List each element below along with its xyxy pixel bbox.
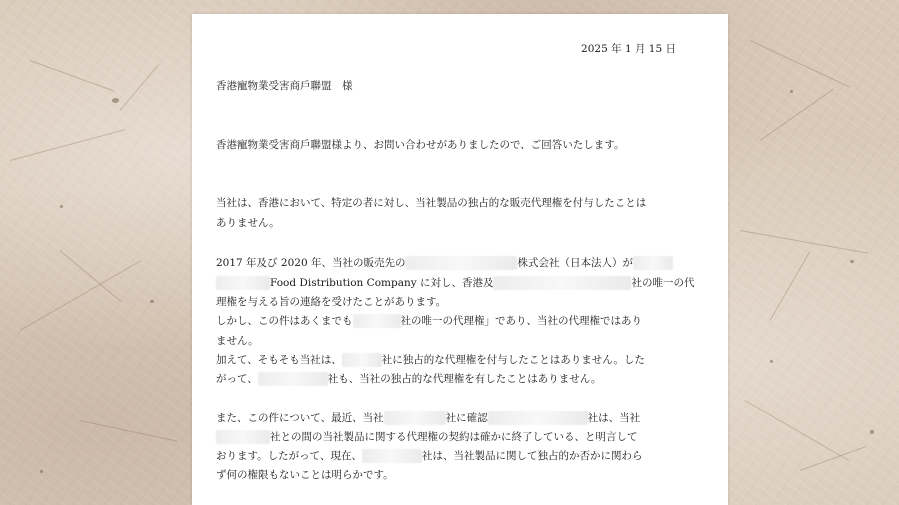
paragraph-2-line-6 (216, 353, 645, 367)
paragraph-2-line-4 (216, 314, 642, 328)
text-segment: 加えて、そもそも当社は、 (216, 354, 342, 366)
redaction-block (384, 411, 446, 425)
text-segment: 社に独占的な代理権を付与したことはありません。した (381, 354, 645, 366)
redaction-block (488, 411, 588, 425)
redaction-block (633, 256, 673, 270)
addressee: 香港寵物業受害商戶聯盟 様 (216, 80, 353, 92)
text-segment: 社との間の当社製品に関する代理権の契約は確かに終了している、と明言して (270, 431, 638, 443)
redaction-block (362, 449, 422, 463)
text-segment: 2017 年及び 2020 年、当社の販売先の (216, 257, 406, 269)
paragraph-2-line-2 (216, 276, 694, 290)
text-segment: Food Distribution Company に対し、香港及 (270, 277, 494, 289)
redaction-block (493, 276, 631, 290)
paragraph-1-line-1: 当社は、香港において、特定の者に対し、当社製品の独占的な販売代理権を付与したことは (216, 197, 647, 209)
paragraph-1-line-2: ありません。 (216, 217, 280, 229)
text-segment: 社の唯一の代 (631, 277, 695, 289)
paragraph-3-line-3 (216, 449, 642, 463)
intro-line: 香港寵物業受害商戶聯盟様より、お問い合わせがありましたので、ご回答いたします。 (216, 139, 625, 151)
paragraph-2-line-3: 理権を与える旨の連絡を受けたことがあります。 (216, 296, 447, 308)
text-segment: 社は、当社製品に関して独占的か否かに関わら (421, 450, 643, 462)
letter-page (192, 14, 728, 505)
redaction-block (353, 314, 401, 328)
redaction-block (405, 256, 517, 270)
paragraph-3-line-2 (216, 430, 638, 444)
text-segment: しかし、この件はあくまでも (216, 315, 353, 327)
text-segment: おります。したがって、現在、 (216, 450, 362, 462)
letter-date: 2025 年 1 月 15 日 (581, 43, 676, 55)
redaction-block (342, 353, 382, 367)
text-segment: がって、 (216, 373, 258, 385)
text-segment: 社は、当社 (587, 412, 641, 424)
redaction-block (216, 276, 270, 290)
paragraph-3-line-1 (216, 411, 640, 425)
paragraph-2-line-7 (216, 372, 601, 386)
text-segment: 社も、当社の独占的な代理権を有したことはありません。 (327, 373, 602, 385)
text-segment: 社の唯一の代理権」であり、当社の代理権ではあり (400, 315, 642, 327)
text-segment: 株式会社（日本法人）が (517, 257, 633, 269)
redaction-block (258, 372, 328, 386)
paragraph-2-line-1 (216, 256, 673, 270)
paragraph-2-line-5: ません。 (216, 335, 259, 347)
text-segment: 社に確認 (445, 412, 488, 424)
paragraph-3-line-4: ず何の権限もないことは明らかです。 (216, 469, 394, 481)
text-segment: また、この件について、最近、当社 (216, 412, 384, 424)
redaction-block (216, 430, 270, 444)
